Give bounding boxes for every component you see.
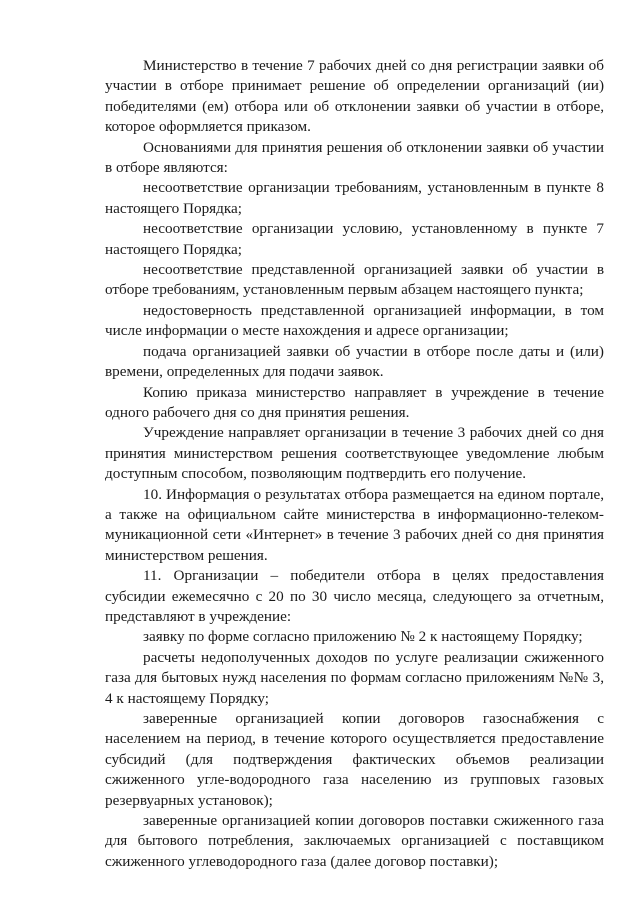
paragraph-item-10: 10. Информация о результатах отбора размещается на едином портале, а также на официальном сайте министерства в информационно-телеком-муникационной сети «Интернет» в течение 3 рабочих дней со дня принятия министерством решения. — [105, 485, 604, 564]
paragraph-income-calculations: расчеты недополученных доходов по услуге реализации сжиженного газа для бытовых нужд населения по формам согласно приложениям №№ 3, 4 к настоящему Порядку; — [105, 648, 604, 707]
paragraph-rejection-grounds: Основаниями для принятия решения об отклонении заявки об участии в отборе являются: — [105, 138, 604, 177]
paragraph-ground-late-submission: подача организацией заявки об участии в отборе после даты и (или) времени, определенных для подачи заявок. — [105, 342, 604, 381]
paragraph-notification: Учреждение направляет организации в течение 3 рабочих дней со дня принятия министерством решения соответствующее уведомление любым доступным способом, позволяющим подтвердить его получение. — [105, 424, 604, 483]
paragraph-ground-unreliable-info: недостоверность представленной организацией информации, в том числе информации о месте нахождения и адресе организации; — [105, 301, 604, 340]
paragraph-gas-supply-contracts: заверенные организацией копии договоров газоснабжения с населением на период, в течение которого осуществляется предоставление субсидий (для подтверждения фактических объемов реализации сжиженного угле-водородного газа населению из групповых газовых резервуарных установок); — [105, 710, 604, 809]
paragraph-ground-application: несоответствие представленной организацией заявки об участии в отборе требованиям, установленным первым абзацем настоящего пункта; — [105, 261, 604, 299]
paragraph-order-copy: Копию приказа министерство направляет в учреждение в течение одного рабочего дня со дня принятия решения. — [105, 383, 604, 421]
paragraph-ground-requirements: несоответствие организации требованиям, установленным в пункте 8 настоящего Порядка; — [105, 179, 604, 217]
paragraph-application-form: заявку по форме согласно приложению № 2 к настоящему Порядку; — [143, 628, 583, 646]
document-page — [105, 56, 604, 872]
paragraph-item-11: 11. Организации – победители отбора в целях предоставления субсидии ежемесячно с 20 по 30 число месяца, следующего за отчетным, представляют в учреждение: — [105, 567, 604, 625]
paragraph-ground-condition: несоответствие организации условию, установленному в пункте 7 настоящего Порядка; — [105, 220, 604, 258]
paragraph-decision-period: Министерство в течение 7 рабочих дней со дня регистрации заявки об участии в отборе принимает решение об определении организаций (ии) победителями (ем) отбора или об отклонении заявки об участии в отборе, которое оформляется приказом. — [105, 57, 604, 136]
paragraph-gas-delivery-contracts: заверенные организацией копии договоров поставки сжиженного газа для бытового потребления, заключаемых организацией с поставщиком сжиженного углеводородного газа (далее договор поставки); — [105, 812, 604, 870]
